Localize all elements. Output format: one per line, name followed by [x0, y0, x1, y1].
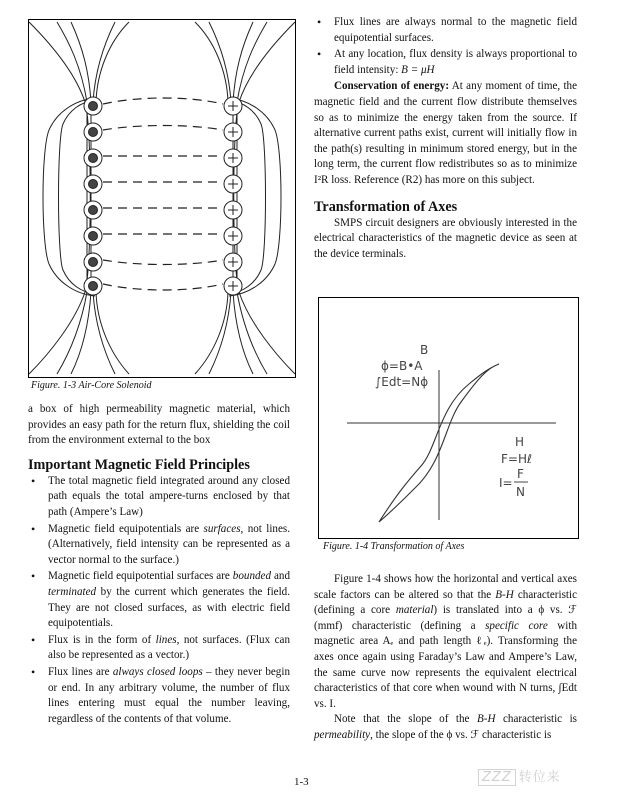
figure-1-4-frame — [318, 297, 579, 539]
page-number: 1-3 — [294, 776, 309, 788]
label-integral-equation: ∫Edt=Nϕ — [375, 375, 429, 389]
principle-bounded-surfaces: • Magnetic field equipotential surfaces are bounded and terminated by the current which generates the field. They are not closed surfaces, as with electric field equipotentials. — [28, 569, 290, 631]
watermark-box: ZZZ — [478, 769, 516, 786]
heading-transformation-of-axes: Transformation of Axes — [314, 198, 458, 215]
principles-list-continued — [314, 15, 577, 78]
figure-1-4-caption: Figure. 1-4 Transformation of Axes — [323, 541, 465, 552]
bh-hysteresis-diagram — [319, 298, 578, 538]
label-b: B — [420, 343, 429, 357]
left-column — [28, 402, 290, 728]
principle-equipotential-surfaces: • Magnetic field equipotentials are surfaces, not lines. (Alternatively, field intensity can be represented as a vector normal to the surface.) — [28, 522, 290, 569]
watermark-text: 转位来 — [518, 770, 561, 785]
label-i-denominator: N — [516, 485, 525, 499]
label-i-lhs: I= — [499, 476, 513, 490]
air-core-solenoid-diagram — [29, 20, 295, 377]
figure-1-3-frame — [28, 19, 296, 378]
figure-1-3-caption: Figure. 1-3 Air-Core Solenoid — [31, 380, 152, 391]
conservation-of-energy-paragraph: Conservation of energy: At any moment of time, the magnetic field and the current flow distribute themselves so as to minimize the energy taken from the source. If alternative current paths exist, current will initially flow in the path(s) resulting in minimum stored energy, but in the long term, the current flow redistributes so as to minimize I²R loss. Reference (R2) has more on this subject. — [314, 80, 577, 186]
figure-1-4-explanation: Figure 1-4 shows how the horizontal and vertical axes scale factors can be altered so that the B-H characteristic (defining a core material) is translated into a ϕ vs. ℱ (mmf) characteristic (defining a specific core with magnetic area Aₑ and path length ℓₑ). Transforming the axes once again using Faraday’s Law and Ampere’s Law, the same curve now represents the equivalent electrical characteristics of that core when wound with N turns, ∫Edt vs. I. — [314, 573, 578, 710]
right-column-top — [314, 15, 577, 262]
right-column-bottom — [314, 572, 577, 744]
slope-note-paragraph: Note that the slope of the B-H characteristic is permeability, the slope of the ϕ vs. ℱ characteristic is — [314, 713, 577, 741]
watermark — [478, 766, 561, 786]
principle-ampere-law: • The total magnetic field integrated around any closed path equals the total ampere-turns enclosed by that path (Ampere’s Law) — [28, 474, 290, 521]
label-i-numerator: F — [517, 467, 524, 481]
principle-flux-lines: • Flux is in the form of lines, not surfaces. (Flux can also be represented as a vector.) — [28, 633, 290, 664]
principle-flux-density: • At any location, flux density is always proportional to field intensity: B = μH — [314, 47, 577, 78]
heading-magnetic-field-principles: Important Magnetic Field Principles — [28, 456, 250, 473]
label-f-equation: F=Hℓ — [501, 452, 532, 466]
left-intro-paragraph: a box of high permeability magnetic material, which provides an easy path for the return flux, shielding the coil from the environment external to the box — [28, 403, 290, 447]
label-phi-equation: ϕ=B•A — [381, 359, 423, 373]
principles-list — [28, 474, 290, 728]
principle-closed-loops: • Flux lines are always closed loops – they never begin or end. In any arbitrary volume, the number of flux lines entering must equal the number leaving, regardless of the contents of that volume. — [28, 665, 290, 727]
smps-paragraph: SMPS circuit designers are obviously interested in the electrical characteristics of the magnetic device as seen at the device terminals. — [314, 216, 577, 260]
principle-flux-normal: • Flux lines are always normal to the magnetic field equipotential surfaces. — [314, 15, 577, 46]
label-h: H — [515, 435, 525, 449]
